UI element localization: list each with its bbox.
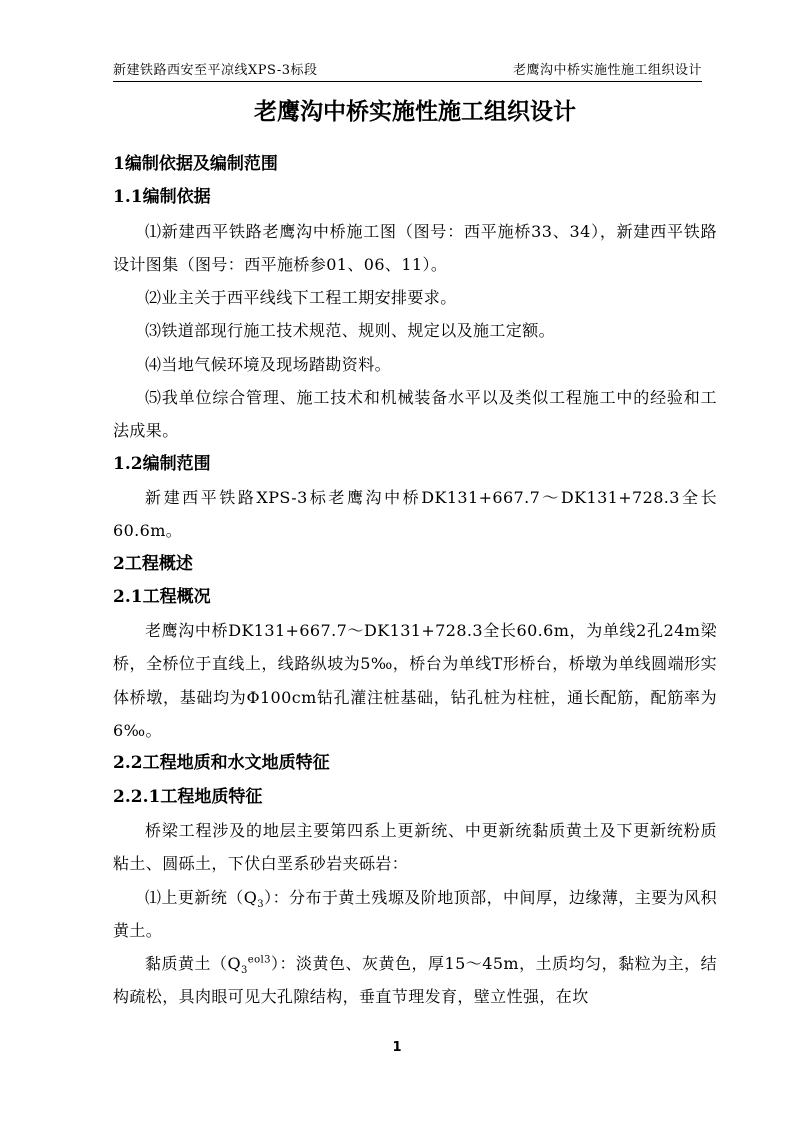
paragraph [113, 947, 717, 1014]
header-left: 新建铁路西安至平凉线XPS-3标段 [113, 63, 318, 78]
section-2-heading: 2工程概述 [113, 553, 193, 574]
section-2-1-heading: 2.1工程概况 [113, 586, 211, 607]
subscript: 3 [257, 898, 265, 910]
text-run: ）：分布于黄土残塬及阶地顶部，中间厚，边缘薄，主要为风积黄土。 [113, 887, 718, 940]
section-1-heading: 1编制依据及编制范围 [113, 154, 278, 174]
section-2-2-1-heading: 2.2.1工程地质特征 [113, 786, 263, 807]
section-1-2-heading: 1.2编制范围 [113, 453, 211, 474]
text-run: 黏质黄土（Q [145, 954, 242, 974]
section-2-2-heading: 2.2工程地质和水文地质特征 [113, 753, 330, 774]
paragraph: 新建西平铁路XPS-3标老鹰沟中桥DK131+667.7～DK131+728.3全长60.6m。 [113, 487, 717, 541]
document-body [113, 92, 717, 1014]
paragraph: ⑸我单位综合管理、施工技术和机械装备水平以及类似工程施工中的经验和工法成果。 [113, 388, 717, 441]
superscript: eol3 [247, 954, 271, 966]
paragraph: ⑵业主关于西平线线下工程工期安排要求。 [145, 288, 457, 308]
section-1-1-heading: 1.1编制依据 [113, 187, 211, 208]
document-title: 老鹰沟中桥实施性施工组织设计 [254, 99, 576, 125]
paragraph: 老鹰沟中桥DK131+667.7～DK131+728.3全长60.6m，为单线2孔24m梁桥，全桥位于直线上，线路纵坡为5‰，桥台为单线T形桥台，桥墩为单线圆端形实体桥墩，基础均为Φ100cm钻孔灌注桩基础，钻孔桩为柱桩，通长配筋，配筋率为6‰。 [113, 621, 717, 741]
paragraph: 桥梁工程涉及的地层主要第四系上更新统、中更新统黏质黄土及下更新统粉质粘土、圆砾土，下伏白垩系砂岩夹砾岩： [113, 820, 717, 874]
text-run: ）：淡黄色、灰黄色，厚15～45m，土质均匀，黏粒为主，结构疏松，具肉眼可见大孔隙结构，垂直节理发育，壁立性强，在坎 [113, 954, 717, 1007]
paragraph: ⑴新建西平铁路老鹰沟中桥施工图（图号：西平施桥33、34），新建西平铁路设计图集（图号：西平施桥参01、06、11）。 [113, 221, 717, 274]
paragraph: ⑷当地气候环境及现场踏勘资料。 [145, 354, 392, 374]
text-run: ⑴上更新统（Q [145, 887, 258, 907]
subscript: 3 [241, 965, 248, 977]
header-right: 老鹰沟中桥实施性施工组织设计 [512, 63, 702, 78]
paragraph: ⑶铁道部现行施工技术规范、规则、规定以及施工定额。 [145, 321, 556, 341]
paragraph [113, 881, 717, 948]
page-header [113, 56, 702, 82]
page-number: 1 [392, 1040, 402, 1055]
